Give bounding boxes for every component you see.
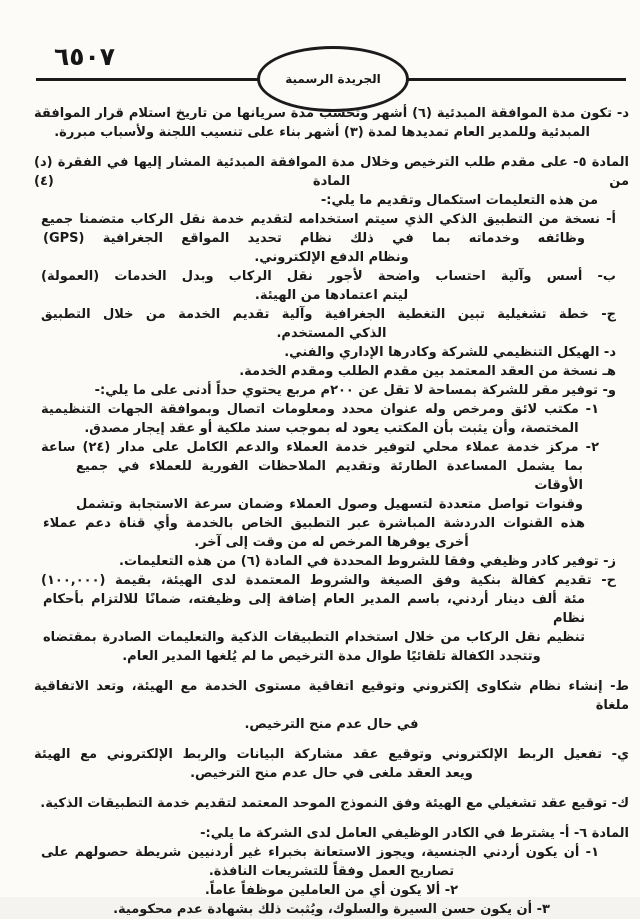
text-line: المادة ٥- على مقدم طلب الترخيص وخلال مدة الموافقة المبدئية المشار إليها في الفقرة (د) من المادة (٤) — [34, 155, 630, 189]
text-line: في حال عدم منح الترخيص. — [244, 717, 419, 732]
text-line: الذكي المستخدم. — [276, 326, 387, 341]
text-line: ي- تفعيل الربط الإلكتروني وتوقيع عقد مشاركة البيانات والربط الإلكتروني مع الهيئة — [34, 747, 629, 762]
text-line: ليتم اعتمادها من الهيئة. — [254, 288, 409, 303]
text-line: أ- نسخة من التطبيق الذكي الذي سيتم استخدامه لتقديم خدمة نقل الركاب متضمنا جميع — [41, 212, 616, 227]
text-line: المبدئية وللمدير العام تمديدها لمدة (٣) أشهر بناء على تنسيب اللجنة ولأسباب مبررة. — [54, 125, 590, 140]
text-line: ك- توقيع عقد تشغيلي مع الهيئة وفق النموذج الموحد المعتمد لتقديم خدمة التطبيقات الذكية. — [40, 796, 629, 811]
gazette-title: الجريدة الرسمية — [285, 72, 381, 86]
page-number: ٦٥٠٧ — [54, 42, 116, 71]
text-line: ب- أسس وآلية احتساب واضحة لأجور نقل الركاب وبدل الخدمات (العمولة) — [41, 269, 616, 284]
text-line: ٣- أن يكون حسن السيرة والسلوك، ويُثبت ذلك بشهادة عدم محكومية. — [113, 902, 550, 917]
text-line: ٢- مركز خدمة عملاء محلي لتوفير خدمة العملاء والدعم الكامل على مدار (٢٤) ساعة — [41, 440, 599, 455]
text-line: أخرى يوفرها المرخص له من وقت إلى آخر. — [194, 535, 469, 550]
text-line: ٢- ألا يكون أي من العاملين موظفاً عاماً. — [204, 883, 459, 898]
text-line: ويعد العقد ملغى في حال عدم منح الترخيص. — [190, 766, 473, 781]
text-line: ج- خطة تشغيلية تبين التغطية الجغرافية وآلية تقديم الخدمة من خلال التطبيق — [41, 307, 616, 322]
text-line: ط- إنشاء نظام شكاوى إلكتروني وتوقيع اتفاقية مستوى الخدمة مع الهيئة، وتعد الاتفاقية ملغاة — [34, 679, 629, 713]
text-line: المختصة، وأن يثبت بأن المكتب يعود له بموجب سند ملكية أو عقد إيجار مصدق. — [84, 421, 579, 436]
text-line: وظائفه وخدماته بما في ذلك نظام تحديد المواقع الجغرافية (GPS) — [43, 231, 585, 246]
text-line: بما يشمل المساعدة الطارئة وتقديم الملاحظات الفورية للعملاء في جميع الأوقات — [76, 459, 583, 493]
text-line: من هذه التعليمات استكمال وتقديم ما يلي:- — [320, 193, 598, 208]
text-line: هذه القنوات الدردشة المباشرة عبر التطبيق الخاص بالخدمة وأي قناة دعم عملاء — [43, 516, 585, 531]
text-line: ١- مكتب لائق ومرخص وله عنوان محدد ومعلومات اتصال وبموافقة الجهات التنظيمية — [41, 402, 599, 417]
text-line: هـ نسخة من العقد المعتمد بين مقدم الطلب ومقدم الخدمة. — [239, 364, 616, 379]
text-line: وقنوات تواصل متعددة لتسهيل وصول العملاء وضمان سرعة الاستجابة وتشمل — [76, 497, 583, 512]
text-line: ز- توفير كادر وظيفي وفقا للشروط المحددة في المادة (٦) من هذه التعليمات. — [119, 554, 616, 569]
text-line: د- الهيكل التنظيمي للشركة وكادرها الإداري والفني. — [284, 345, 616, 360]
text-line: مئة ألف دينار أردني، باسم المدير العام إضافة إلى وظيفته، ضمانًا للالتزام بأحكام نظام — [43, 592, 585, 626]
text-line: تصاريح العمل وفقاً للتشريعات النافذة. — [208, 864, 455, 879]
gazette-seal — [257, 46, 409, 112]
text-line: ح- تقديم كفالة بنكية وفق الصيغة والشروط المعتمدة لدى الهيئة، بقيمة (١٠٠,٠٠٠) — [41, 573, 616, 588]
document-body — [34, 104, 629, 919]
text-line: المادة ٦- أ- يشترط في الكادر الوظيفي العامل لدى الشركة ما يلي:- — [200, 826, 629, 841]
text-line: وتتجدد الكفالة تلقائيًا طوال مدة الترخيص ما لم يُلغها المدير العام. — [122, 649, 541, 664]
text-line: تنظيم نقل الركاب من خلال استخدام التطبيقات الذكية والتعليمات الصادرة بمقتضاه — [43, 630, 585, 645]
text-line: ونظام الدفع الإلكتروني. — [254, 250, 409, 265]
text-line: ١- أن يكون أردني الجنسية، ويجوز الاستعانة بخبراء غير أردنيين شريطة حصولهم على — [41, 845, 599, 860]
text-line: و- توفير مقر للشركة بمساحة لا تقل عن ٢٠٠م مربع يحتوي حداً أدنى على ما يلي:- — [94, 383, 616, 398]
text-line: د- تكون مدة الموافقة المبدئية (٦) أشهر وتحسب مدة سريانها من تاريخ استلام قرار الموافقة — [34, 106, 629, 121]
